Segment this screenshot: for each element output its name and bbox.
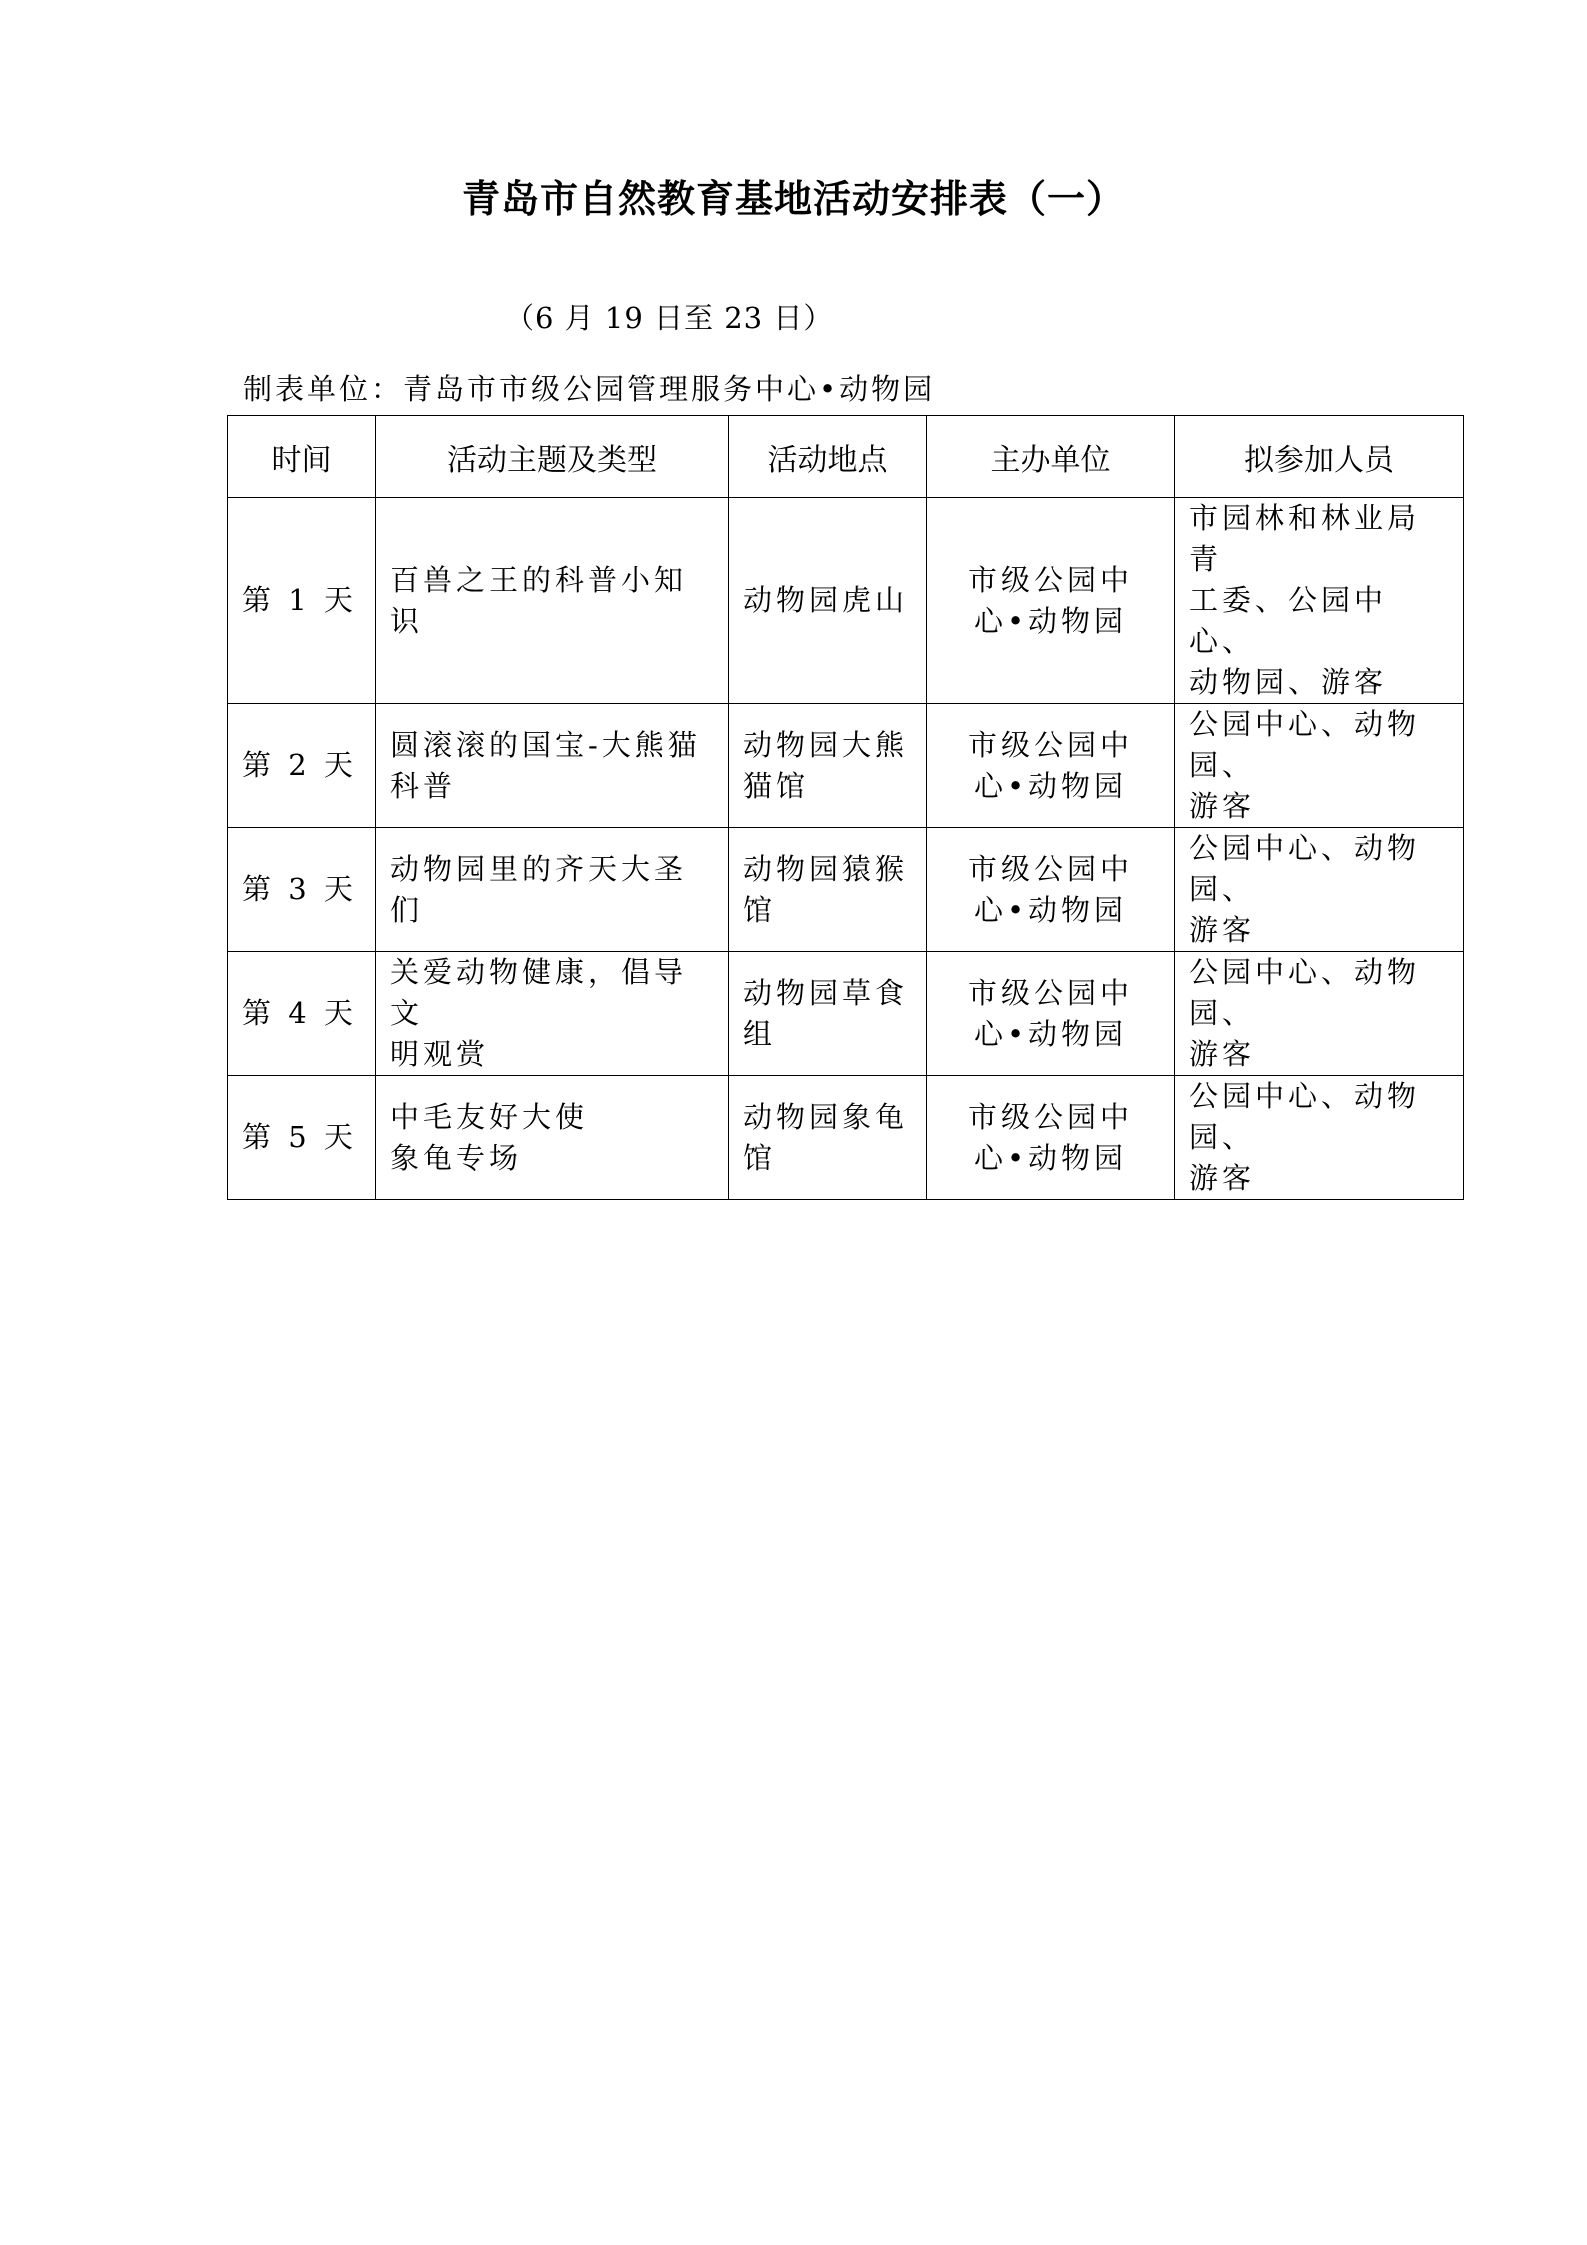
header-time: 时间 — [228, 416, 376, 498]
table-row — [228, 704, 1464, 828]
cell-theme: 圆滚滚的国宝-大熊猫 科普 — [376, 704, 729, 828]
document-title: 青岛市自然教育基地活动安排表（一） — [461, 177, 1125, 221]
header-participants: 拟参加人员 — [1175, 416, 1464, 498]
cell-participants: 公园中心、动物园、 游客 — [1175, 704, 1464, 828]
cell-organizer: 市级公园中 心•动物园 — [927, 704, 1175, 828]
table-header-row — [228, 416, 1464, 498]
header-location: 活动地点 — [729, 416, 927, 498]
cell-theme: 中毛友好大使 象龟专场 — [376, 1076, 729, 1200]
table-row — [228, 828, 1464, 952]
activity-schedule-table — [227, 415, 1464, 1200]
cell-organizer: 市级公园中 心•动物园 — [927, 828, 1175, 952]
cell-organizer: 市级公园中 心•动物园 — [927, 1076, 1175, 1200]
header-organizer: 主办单位 — [927, 416, 1175, 498]
cell-day: 第 4 天 — [228, 952, 376, 1076]
cell-location: 动物园猿猴 馆 — [729, 828, 927, 952]
cell-organizer: 市级公园中 心•动物园 — [927, 952, 1175, 1076]
cell-day: 第 5 天 — [228, 1076, 376, 1200]
cell-day: 第 1 天 — [228, 498, 376, 704]
cell-participants: 公园中心、动物园、 游客 — [1175, 1076, 1464, 1200]
cell-location: 动物园象龟 馆 — [729, 1076, 927, 1200]
cell-location: 动物园大熊 猫馆 — [729, 704, 927, 828]
cell-theme: 百兽之王的科普小知识 — [376, 498, 729, 704]
cell-day: 第 2 天 — [228, 704, 376, 828]
maker-unit: 制表单位：青岛市市级公园管理服务中心•动物园 — [243, 372, 936, 406]
table-row — [228, 498, 1464, 704]
cell-location: 动物园虎山 — [729, 498, 927, 704]
date-range: （6 月 19 日至 23 日） — [505, 301, 834, 335]
cell-participants: 公园中心、动物园、 游客 — [1175, 952, 1464, 1076]
header-theme: 活动主题及类型 — [376, 416, 729, 498]
table-row — [228, 1076, 1464, 1200]
table-row — [228, 952, 1464, 1076]
cell-participants: 市园林和林业局青 工委、公园中心、 动物园、游客 — [1175, 498, 1464, 704]
cell-participants: 公园中心、动物园、 游客 — [1175, 828, 1464, 952]
cell-theme: 关爱动物健康，倡导文 明观赏 — [376, 952, 729, 1076]
cell-location: 动物园草食 组 — [729, 952, 927, 1076]
cell-theme: 动物园里的齐天大圣们 — [376, 828, 729, 952]
cell-day: 第 3 天 — [228, 828, 376, 952]
cell-organizer: 市级公园中 心•动物园 — [927, 498, 1175, 704]
